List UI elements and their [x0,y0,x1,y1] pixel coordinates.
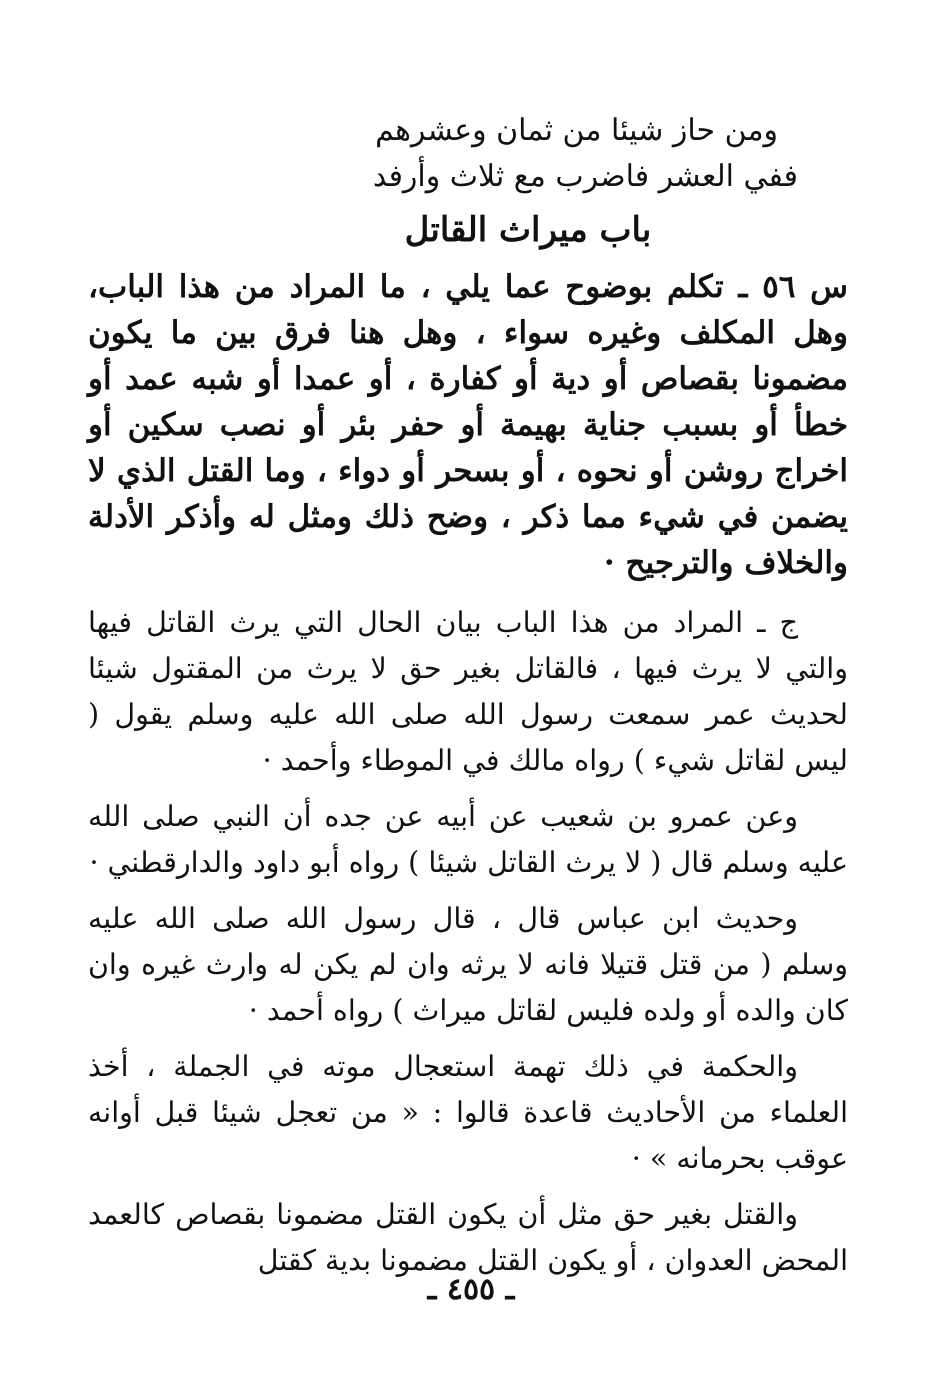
page-number: ـ ٤٥٥ ـ [427,1272,515,1307]
answer-paragraph-5: والقتل بغير حق مثل أن يكون القتل مضمونا بقصاص كالعمد المحض العدوان ، أو يكون القتل مضمونا بدية كقتل [88,1198,848,1277]
answer-paragraph-2: وعن عمرو بن شعيب عن أبيه عن جده أن النبي صلى الله عليه وسلم قال ( لا يرث القاتل شيئا ) رواه أبو داود والدارقطني · [88,800,848,879]
chapter-title: باب ميراث القاتل [404,210,652,250]
answer-paragraph-4: والحكمة في ذلك تهمة استعجال موته في الجملة ، أخذ العلماء من الأحاديث قاعدة قالوا : « من تعجل شيئا قبل أوانه عوقب بحرمانه » · [88,1050,848,1175]
question-paragraph: س ٥٦ ـ تكلم بوضوح عما يلي ، ما المراد من هذا الباب، وهل المكلف وغيره سواء ، وهل هنا فرق بين ما يكون مضمونا بقصاص أو دية أو كفارة ، أو عمدا أو شبه عمد أو خطأ أو بسبب جناية بهيمة أو حفر بئر أو نصب سكين أو اخراج روشن أو نحوه ، أو بسحر أو دواء ، وما القتل الذي لا يضمن في شيء مما ذكر ، وضح ذلك ومثل له وأذكر الأدلة والخلاف والترجيح · [88,269,848,581]
poem-verses [88,108,848,200]
book-page [88,108,848,1358]
answer-paragraph-3: وحديث ابن عباس قال ، قال رسول الله صلى الله عليه وسلم ( من قتل قتيلا فانه لا يرثه وان لم يكن له وارث غيره وان كان والده أو ولده فليس لقاتل ميراث ) رواه أحمد · [88,902,848,1027]
poem-verse-2: ففي العشر فاضرب مع ثلاث وأرفد [372,159,798,194]
answer-paragraph-1: ج ـ المراد من هذا الباب بيان الحال التي يرث القاتل فيها والتي لا يرث فيها ، فالقاتل بغير حق لا يرث من المقتول شيئا لحديث عمر سمعت رسول الله صلى الله عليه وسلم يقول ( ليس لقاتل شيء ) رواه مالك في الموطاء وأحمد · [88,606,848,777]
poem-verse-1: ومن حاز شيئا من ثمان وعشرهم [375,113,778,148]
